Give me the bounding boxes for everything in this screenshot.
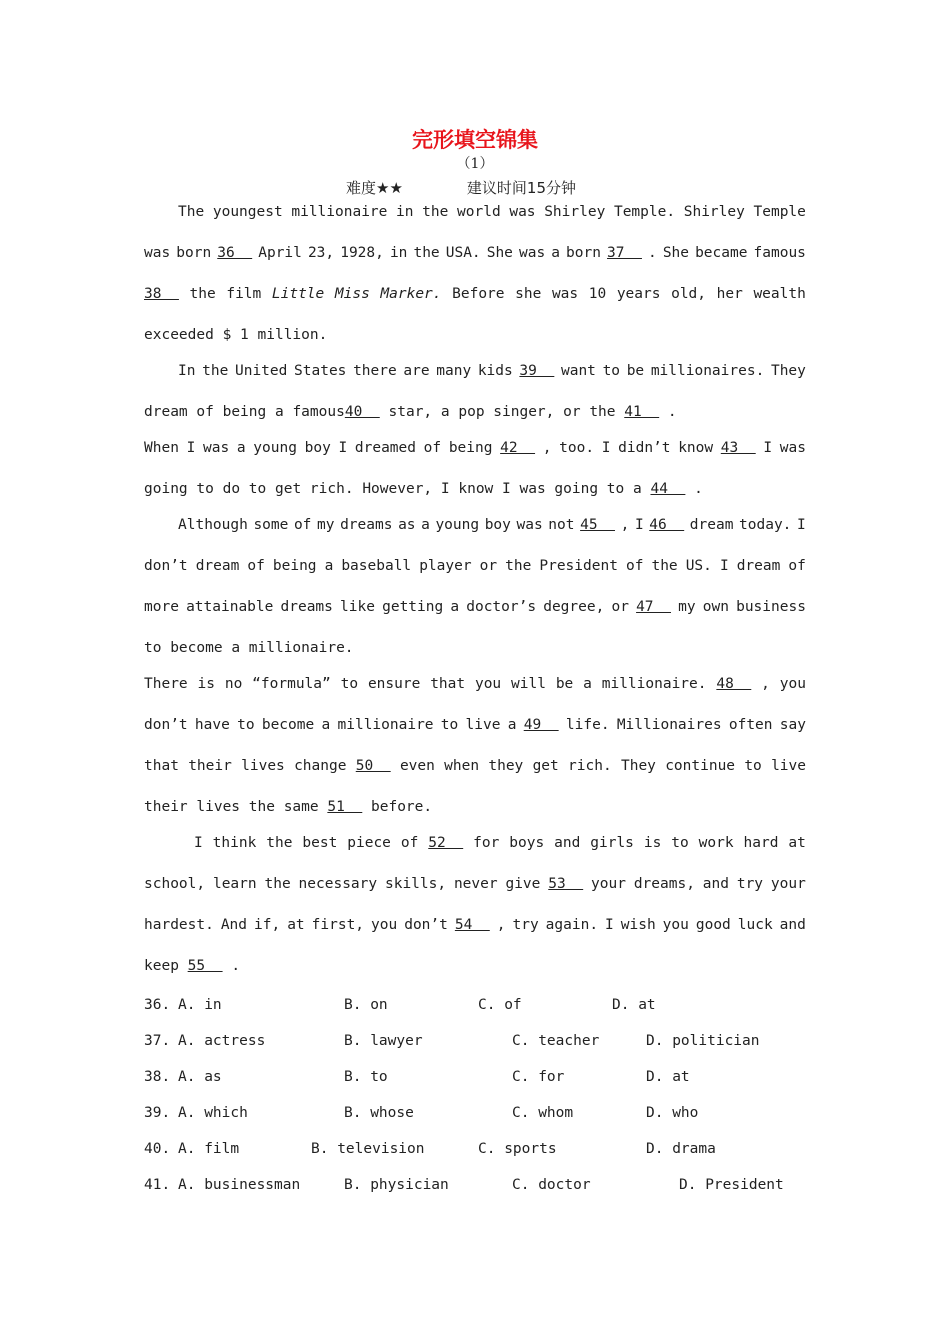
section-number: （1）	[456, 156, 494, 172]
option-b: B. physician	[344, 1177, 449, 1193]
passage-line: dream of being a famous40 star, a pop singer, or the 41 .	[144, 404, 677, 420]
blank-number: 53	[548, 876, 584, 892]
option-a: A. which	[178, 1105, 248, 1121]
option-d: D. politician	[646, 1033, 760, 1049]
passage-line: don’t dream of being a baseball player or the President of the US. I dream of	[144, 558, 806, 574]
option-b: B. to	[344, 1069, 388, 1085]
passage-line: keep 55 .	[144, 958, 241, 974]
question-number: 38.	[144, 1069, 171, 1085]
passage-line: going to do to get rich. However, I know I was going to a 44 .	[144, 481, 703, 497]
passage-line: that their lives change 50 even when they get rich. They continue to live	[144, 758, 806, 774]
passage-line: Although some of my dreams as a young boy was not 45 , I 46 dream today. I	[178, 517, 806, 533]
blank-number: 51	[327, 799, 363, 815]
option-d: D. at	[646, 1069, 690, 1085]
option-row	[144, 990, 844, 1026]
blank-number: 41	[624, 404, 660, 420]
blank-number: 37	[607, 245, 642, 261]
option-b: B. television	[311, 1141, 425, 1157]
blank-number: 44	[650, 481, 686, 497]
blank-number: 45	[580, 517, 616, 533]
suggested-time: 建议时间15分钟	[466, 179, 576, 197]
page-title: 完形填空锦集	[412, 128, 538, 152]
passage-line: In the United States there are many kids 39 want to be millionaires. They	[178, 363, 806, 379]
passage-line: There is no “formula” to ensure that you will be a millionaire. 48 , you	[144, 676, 806, 692]
blank-number: 38	[144, 286, 179, 302]
passage-line: exceeded $ 1 million.	[144, 327, 328, 343]
passage-line: school, learn the necessary skills, never give 53 your dreams, and try your	[144, 876, 806, 892]
option-b: B. lawyer	[344, 1033, 423, 1049]
blank-number: 50	[355, 758, 391, 774]
question-number: 40.	[144, 1141, 171, 1157]
passage-line: hardest. And if, at first, you don’t 54 , try again. I wish you good luck and	[144, 917, 806, 933]
option-a: A. film	[178, 1141, 240, 1157]
option-a: A. businessman	[178, 1177, 301, 1193]
blank-number: 42	[500, 440, 536, 456]
passage-line: don’t have to become a millionaire to live a 49 life. Millionaires often say	[144, 717, 806, 733]
option-c: C. teacher	[512, 1033, 600, 1049]
option-row	[144, 1062, 844, 1098]
difficulty: 难度★★	[346, 179, 403, 197]
question-number: 39.	[144, 1105, 171, 1121]
option-c: C. whom	[512, 1105, 574, 1121]
question-number: 37.	[144, 1033, 171, 1049]
option-a: A. as	[178, 1069, 222, 1085]
option-c: C. doctor	[512, 1177, 591, 1193]
option-d: D. President	[679, 1177, 784, 1193]
difficulty-and-time	[346, 177, 576, 198]
question-number: 41.	[144, 1177, 171, 1193]
option-c: C. for	[512, 1069, 565, 1085]
blank-number: 54	[454, 917, 490, 933]
passage-line: When I was a young boy I dreamed of being 42 , too. I didn’t know 43 I was	[144, 440, 806, 456]
option-c: C. of	[478, 997, 522, 1013]
passage-line: their lives the same 51 before.	[144, 799, 433, 815]
option-b: B. on	[344, 997, 388, 1013]
blank-number: 40	[344, 404, 380, 420]
option-c: C. sports	[478, 1141, 557, 1157]
option-a: A. in	[178, 997, 222, 1013]
option-b: B. whose	[344, 1105, 414, 1121]
blank-number: 52	[428, 835, 464, 851]
passage-line: The youngest millionaire in the world was Shirley Temple. Shirley Temple	[178, 204, 806, 220]
option-a: A. actress	[178, 1033, 266, 1049]
option-row	[144, 1170, 844, 1206]
passage-line: to become a millionaire.	[144, 640, 354, 656]
option-row	[144, 1098, 844, 1134]
option-d: D. at	[612, 997, 656, 1013]
option-d: D. who	[646, 1105, 699, 1121]
question-number: 36.	[144, 997, 171, 1013]
blank-number: 49	[523, 717, 559, 733]
option-row	[144, 1026, 844, 1062]
blank-number: 48	[716, 676, 752, 692]
cloze-passage	[144, 196, 806, 986]
passage-line: was born 36 April 23, 1928, in the USA. She was a born 37 . She became famous	[144, 245, 806, 261]
blank-number: 43	[720, 440, 756, 456]
answer-options	[144, 990, 844, 1206]
option-d: D. drama	[646, 1141, 716, 1157]
passage-line: 38 the film Little Miss Marker. Before she was 10 years old, her wealth	[144, 286, 806, 302]
blank-number: 36	[217, 245, 253, 261]
option-row	[144, 1134, 844, 1170]
passage-line: I think the best piece of 52 for boys and girls is to work hard at	[194, 835, 806, 851]
blank-number: 46	[649, 517, 685, 533]
blank-number: 55	[187, 958, 223, 974]
blank-number: 39	[519, 363, 555, 379]
passage-line: more attainable dreams like getting a doctor’s degree, or 47 my own business	[144, 599, 806, 615]
blank-number: 47	[636, 599, 671, 615]
